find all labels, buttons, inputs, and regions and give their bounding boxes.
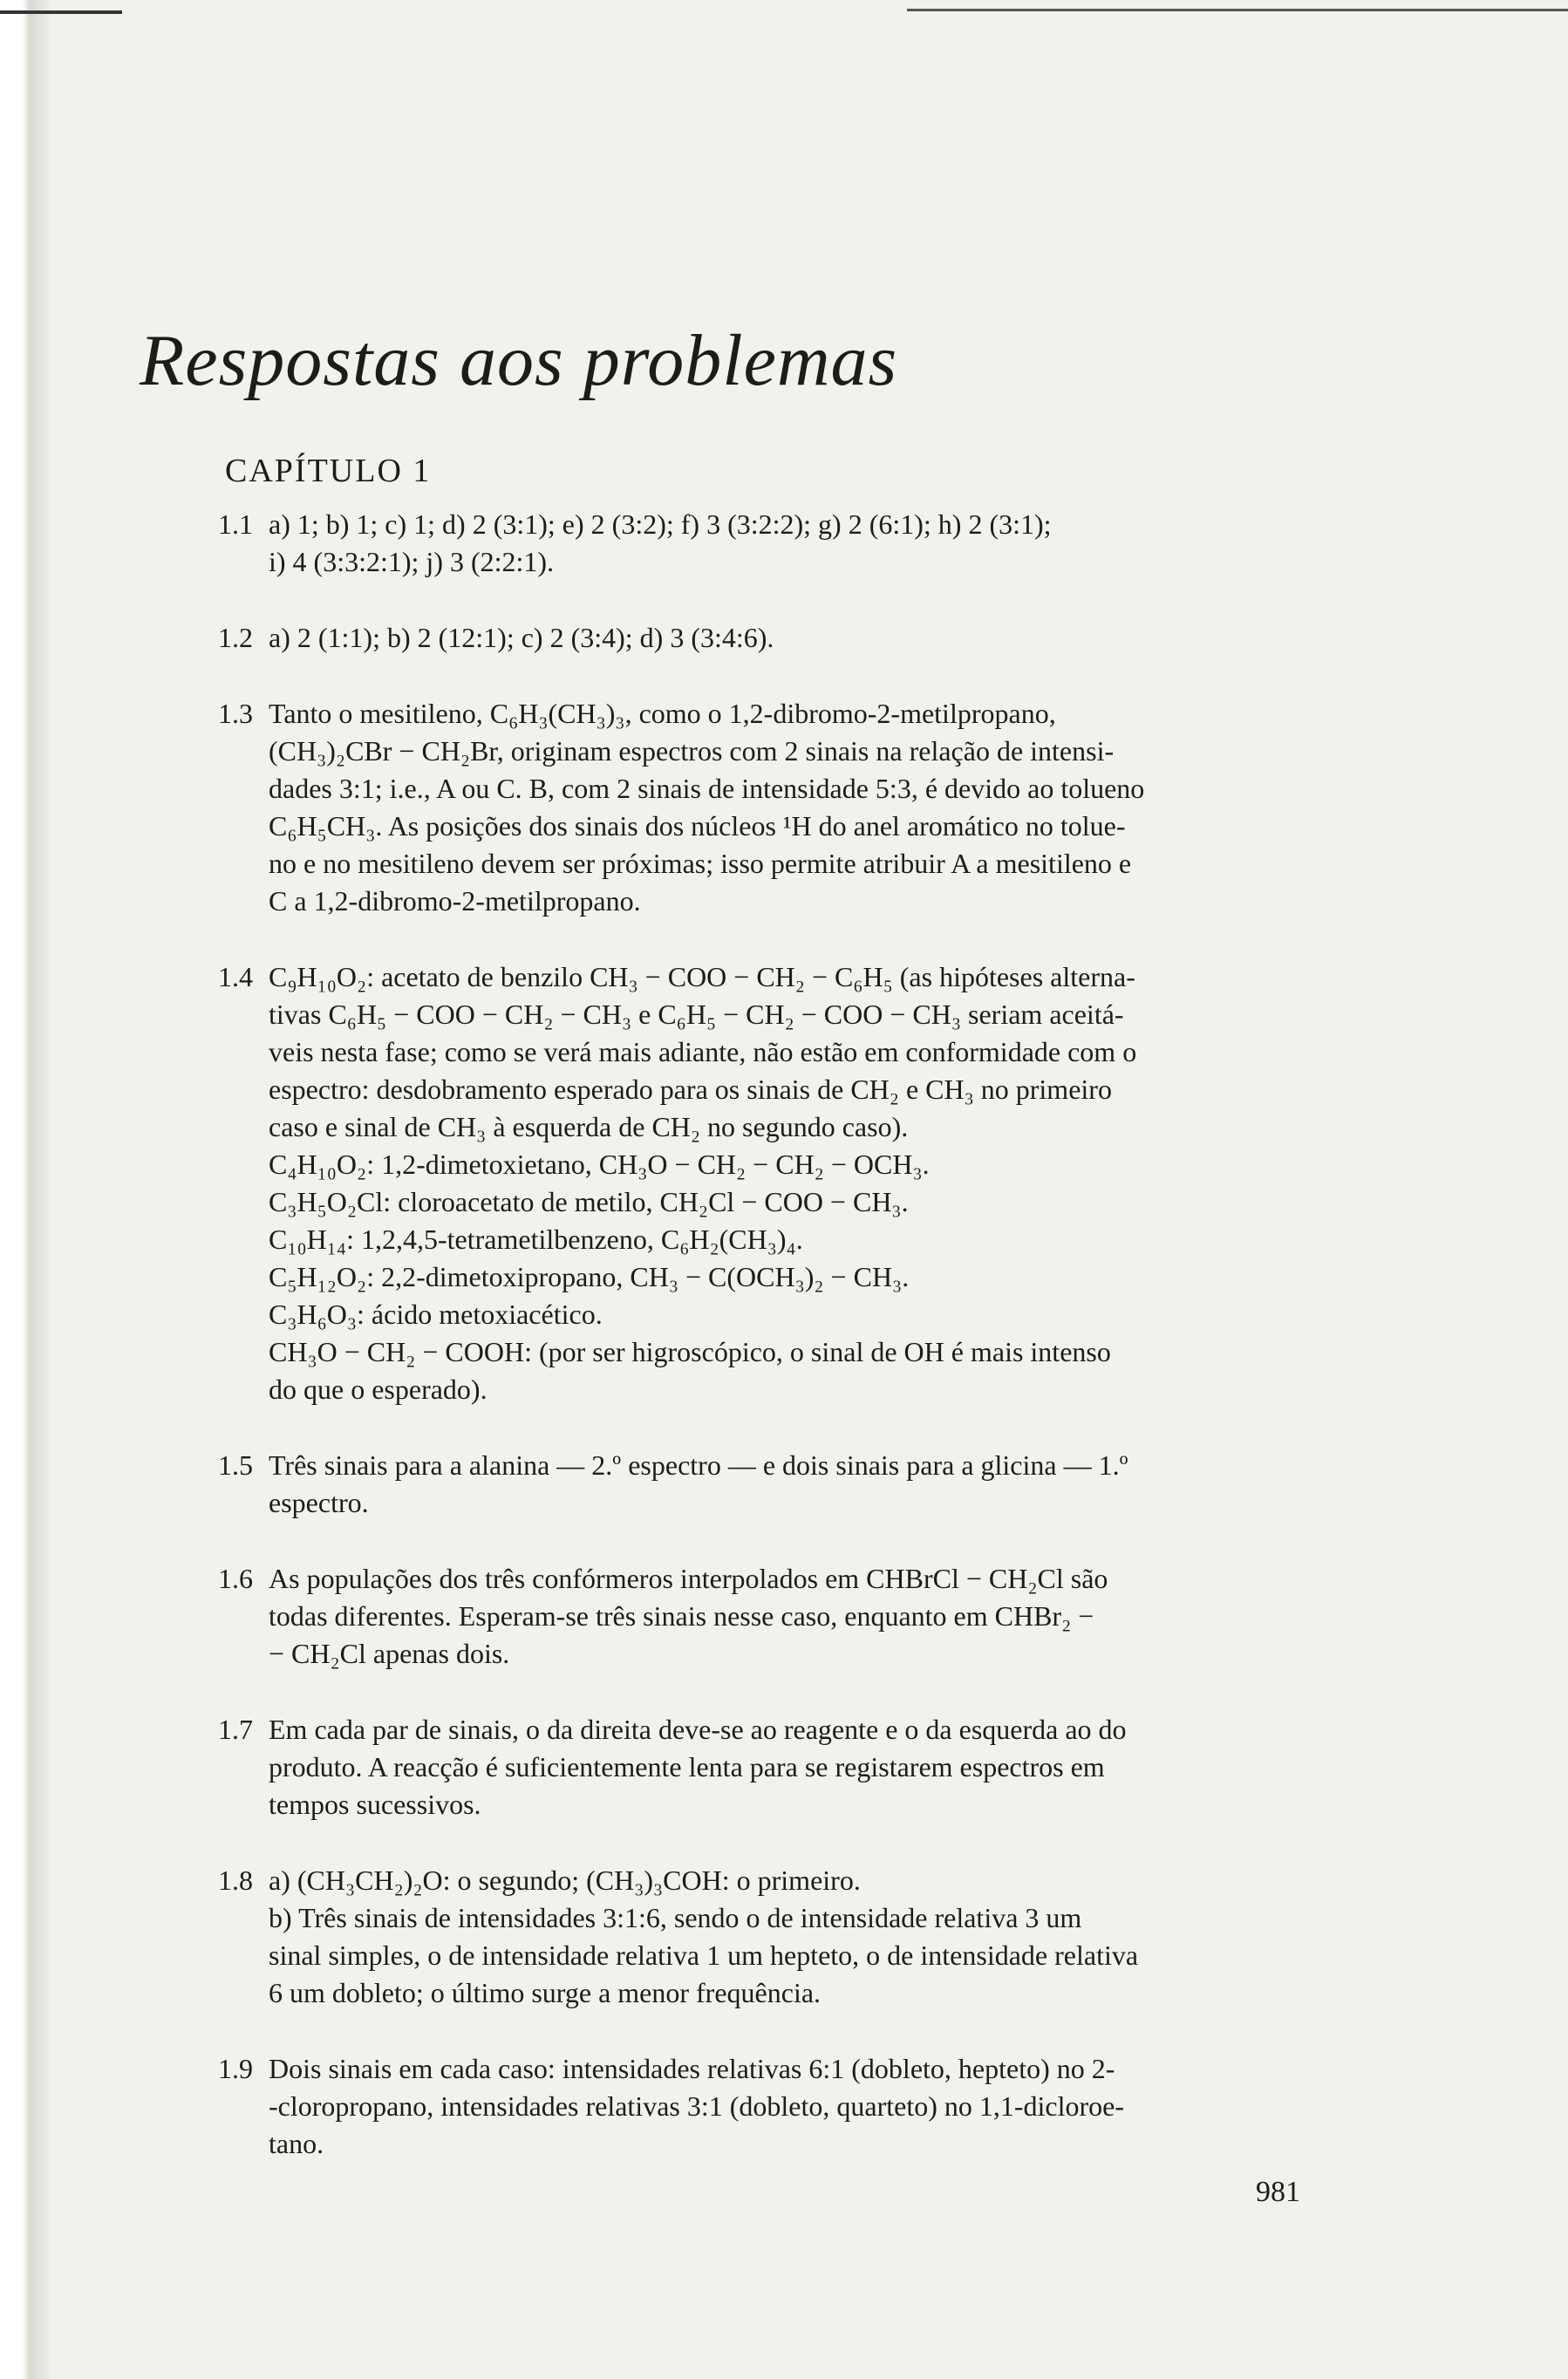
- answer-text: [269, 1711, 1308, 1823]
- answer-line: Três sinais para a alanina — 2.º espectro — e dois sinais para a glicina — 1.º: [269, 1449, 1128, 1481]
- answer-line: tivas C₆H₅ − COO − CH₂ − CH₃ e C₆H₅ − CH₂ − COO − CH₃ seriam aceitá-: [269, 999, 1124, 1030]
- answer-line: veis nesta fase; como se verá mais adiante, não estão em conformidade com o: [269, 1036, 1137, 1067]
- answer-text: [269, 695, 1308, 920]
- answer-line: C₄H₁₀O₂: 1,2-dimetoxietano, CH₃O − CH₂ − CH₂ − OCH₃.: [269, 1149, 930, 1180]
- answer-line: 6 um dobleto; o último surge a menor frequência.: [269, 1977, 821, 2008]
- answer-line: espectro.: [269, 1487, 369, 1518]
- answer-number: 1.4: [218, 961, 253, 992]
- answer-item: [218, 1447, 1308, 1522]
- answer-line: (CH₃)₂CBr − CH₂Br, originam espectros com 2 sinais na relação de intensi-: [269, 735, 1115, 767]
- page-number: 981: [1256, 2176, 1300, 2208]
- answer-text: [269, 2050, 1308, 2163]
- answer-line: Em cada par de sinais, o da direita deve-se ao reagente e o da esquerda ao do: [269, 1714, 1127, 1745]
- page-title: Respostas aos problemas: [140, 320, 898, 401]
- answer-line: do que o esperado).: [269, 1374, 487, 1405]
- answer-line: caso e sinal de CH₃ à esquerda de CH₂ no segundo caso).: [269, 1111, 909, 1142]
- answer-number: 1.9: [218, 2053, 253, 2084]
- answer-line: As populações dos três confórmeros interpolados em CHBrCl − CH₂Cl são: [269, 1563, 1108, 1594]
- answer-line: dades 3:1; i.e., A ou C. B, com 2 sinais de intensidade 5:3, é devido ao tolueno: [269, 773, 1145, 804]
- answer-line: C₃H₅O₂Cl: cloroacetato de metilo, CH₂Cl − COO − CH₃.: [269, 1186, 909, 1217]
- answer-text: [269, 1560, 1308, 1673]
- answer-item: [218, 1711, 1308, 1823]
- answer-text: [269, 958, 1308, 1408]
- answer-line: C₆H₅CH₃. As posições dos sinais dos núcleos ¹H do anel aromático no tolue-: [269, 810, 1126, 842]
- answer-line: CH₃O − CH₂ − COOH: (por ser higroscópico, o sinal de OH é mais intenso: [269, 1336, 1111, 1367]
- answers-list: [218, 506, 1308, 2201]
- answer-item: [218, 958, 1308, 1408]
- answer-number: 1.6: [218, 1563, 253, 1594]
- answer-line: tempos sucessivos.: [269, 1789, 481, 1820]
- page-binding-shadow: [0, 0, 51, 2379]
- answer-line: sinal simples, o de intensidade relativa 1 um hepteto, o de intensidade relativa: [269, 1939, 1139, 1971]
- answer-number: 1.3: [218, 698, 253, 729]
- answer-line: no e no mesitileno devem ser próximas; isso permite atribuir A a mesitileno e: [269, 848, 1132, 879]
- answer-item: [218, 619, 1308, 657]
- answer-line: b) Três sinais de intensidades 3:1:6, sendo o de intensidade relativa 3 um: [269, 1902, 1082, 1933]
- answer-text: [269, 506, 1308, 581]
- answer-item: [218, 695, 1308, 920]
- answer-line: C₉H₁₀O₂: acetato de benzilo CH₃ − COO − CH₂ − C₆H₅ (as hipóteses alterna-: [269, 961, 1135, 992]
- answer-line: C a 1,2-dibromo-2-metilpropano.: [269, 885, 641, 917]
- answer-item: [218, 2050, 1308, 2163]
- answer-line: − CH₂Cl apenas dois.: [269, 1638, 510, 1669]
- answer-text: [269, 619, 1308, 657]
- answer-number: 1.8: [218, 1864, 253, 1896]
- scan-corner-mark: [0, 10, 122, 14]
- chapter-heading: CAPÍTULO 1: [225, 453, 432, 489]
- answer-number: 1.2: [218, 622, 253, 653]
- answer-line: todas diferentes. Esperam-se três sinais nesse caso, enquanto em CHBr₂ −: [269, 1600, 1094, 1632]
- answer-text: [269, 1447, 1308, 1522]
- answer-line: i) 4 (3:3:2:1); j) 3 (2:2:1).: [269, 546, 555, 577]
- answer-line: C₁₀H₁₄: 1,2,4,5-tetrametilbenzeno, C₆H₂(CH₃)₄.: [269, 1224, 803, 1255]
- answer-line: Tanto o mesitileno, C₆H₃(CH₃)₃, como o 1,2-dibromo-2-metilpropano,: [269, 698, 1056, 729]
- answer-line: a) 1; b) 1; c) 1; d) 2 (3:1); e) 2 (3:2); f) 3 (3:2:2); g) 2 (6:1); h) 2 (3:1);: [269, 508, 1052, 540]
- answer-text: [269, 1862, 1308, 2012]
- answer-number: 1.7: [218, 1714, 253, 1745]
- answer-line: C₃H₆O₃: ácido metoxiacético.: [269, 1299, 603, 1330]
- answer-line: Dois sinais em cada caso: intensidades relativas 6:1 (dobleto, hepteto) no 2-: [269, 2053, 1115, 2084]
- answer-line: -cloropropano, intensidades relativas 3:1 (dobleto, quarteto) no 1,1-dicloroe-: [269, 2090, 1125, 2122]
- answer-line: tano.: [269, 2128, 324, 2159]
- answer-line: a) 2 (1:1); b) 2 (12:1); c) 2 (3:4); d) 3 (3:4:6).: [269, 622, 774, 653]
- answer-number: 1.5: [218, 1449, 253, 1481]
- answer-line: espectro: desdobramento esperado para os sinais de CH₂ e CH₃ no primeiro: [269, 1074, 1112, 1105]
- answer-line: produto. A reacção é suficientemente lenta para se registarem espectros em: [269, 1751, 1105, 1783]
- answer-item: [218, 506, 1308, 581]
- answer-number: 1.1: [218, 508, 253, 540]
- scan-edge-line: [907, 9, 1568, 11]
- answer-line: C₅H₁₂O₂: 2,2-dimetoxipropano, CH₃ − C(OCH₃)₂ − CH₃.: [269, 1261, 910, 1292]
- answer-line: a) (CH₃CH₂)₂O: o segundo; (CH₃)₃COH: o primeiro.: [269, 1864, 861, 1896]
- answer-item: [218, 1560, 1308, 1673]
- answer-item: [218, 1862, 1308, 2012]
